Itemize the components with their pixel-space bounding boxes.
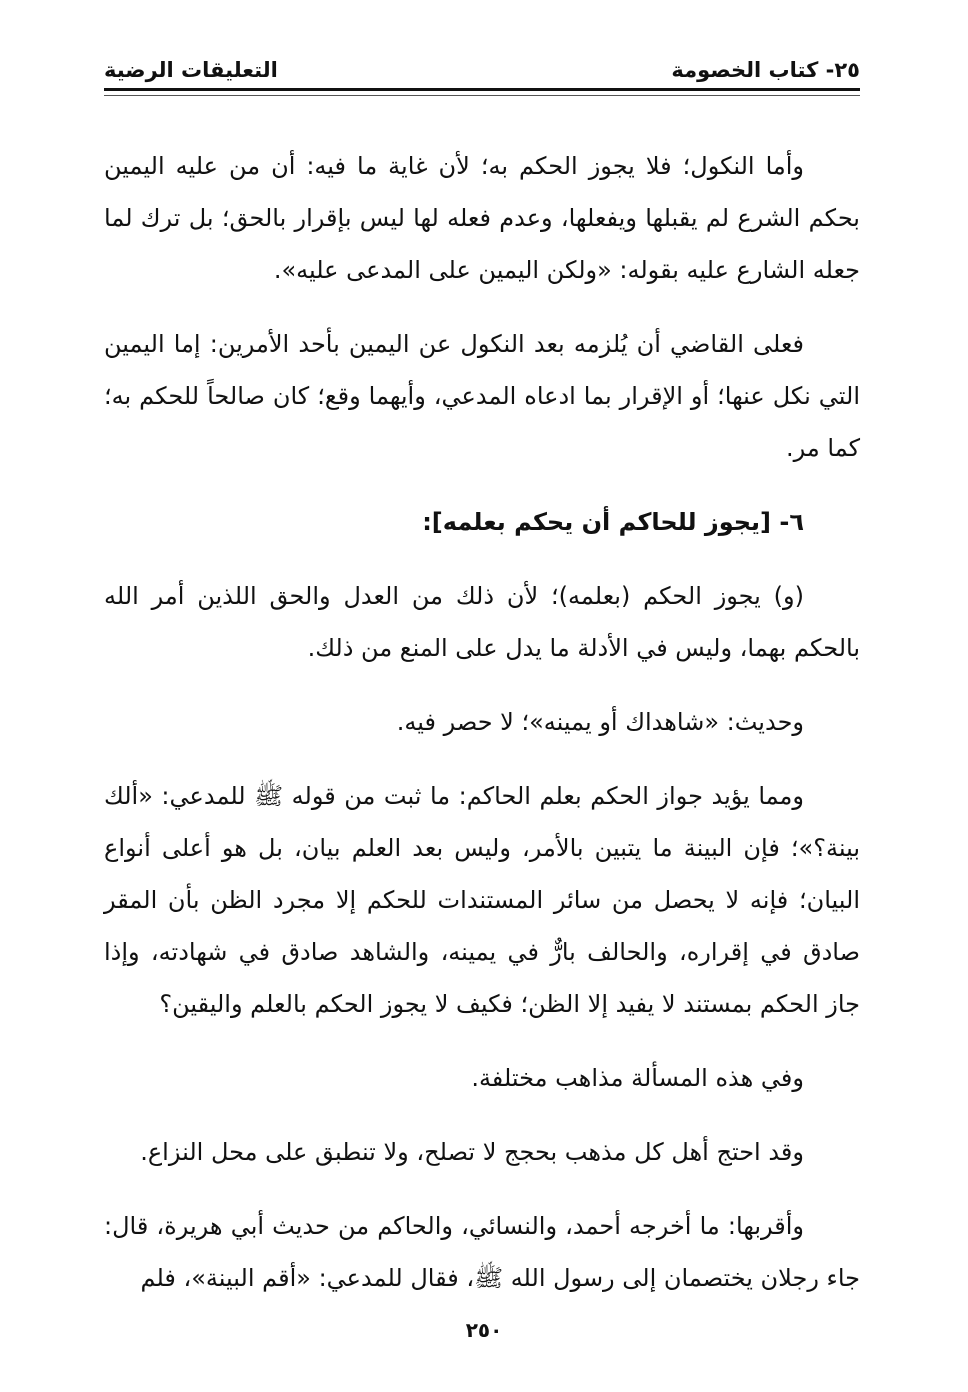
- section-heading: ٦- [يجوز للحاكم أن يحكم بعلمه]:: [422, 508, 804, 536]
- paragraph-nukul: وأما النكول؛ فلا يجوز الحكم به؛ لأن غاية ما فيه: أن من عليه اليمين بحكم الشرع لم يقبلها ويفعلها، وعدم فعله لها ليس بإقرار بالحق؛ بل ترك لما جعله الشارع عليه بقوله: «ولكن اليمين على المدعى عليه».: [104, 152, 860, 284]
- header-rule-thin: [104, 95, 860, 96]
- paragraph-madhahib: وفي هذه المسألة مذاهب مختلفة.: [471, 1064, 804, 1092]
- paragraph-bayyina: ومما يؤيد جواز الحكم بعلم الحاكم: ما ثبت من قوله ﷺ للمدعي: «ألك بينة؟»؛ فإن البينة ما يتبين بالأمر، وليس بعد العلم بيان، بل هو أعلى أنواع البيان؛ فإنه لا يحصل من سائر المستندات للحكم إلا مجرد الظن بأن المقر صادق في إقراره، والحالف بارٌّ في يمينه، والشاهد صادق في شهادته، وإذا جاز الحكم بمستند لا يفيد إلا الظن؛ فكيف لا يجوز الحكم بالعلم واليقين؟: [104, 782, 860, 1018]
- paragraph-hadith: وحديث: «شاهداك أو يمينه»؛ لا حصر فيه.: [396, 708, 804, 736]
- paragraph-hujaj: وقد احتج أهل كل مذهب بحجج لا تصلح، ولا تنطبق على محل النزاع.: [140, 1138, 804, 1166]
- page-body: [104, 140, 860, 1326]
- paragraph-aqrabuha: وأقربها: ما أخرجه أحمد، والنسائي، والحاكم من حديث أبي هريرة، قال: جاء رجلان يختصمان إلى رسول الله ﷺ، فقال للمدعي: «أقم البينة»، فلم: [104, 1212, 860, 1292]
- page-number: ٢٥٠: [465, 1318, 503, 1342]
- book-title: التعليقات الرضية: [104, 58, 278, 82]
- paragraph-qadi: فعلى القاضي أن يُلزمه بعد النكول عن اليمين بأحد الأمرين: إما اليمين التي نكل عنها؛ أو الإقرار بما ادعاه المدعي، وأيهما وقع؛ كان صالحاً للحكم به؛ كما مر.: [104, 330, 860, 462]
- running-header: [104, 52, 860, 92]
- header-rule: [104, 88, 860, 91]
- paragraph-ilm: (و) يجوز الحكم (بعلمه)؛ لأن ذلك من العدل والحق اللذين أمر الله بالحكم بهما، وليس في الأدلة ما يدل على المنع من ذلك.: [104, 582, 860, 662]
- chapter-title: ٢٥- كتاب الخصومة: [671, 58, 860, 82]
